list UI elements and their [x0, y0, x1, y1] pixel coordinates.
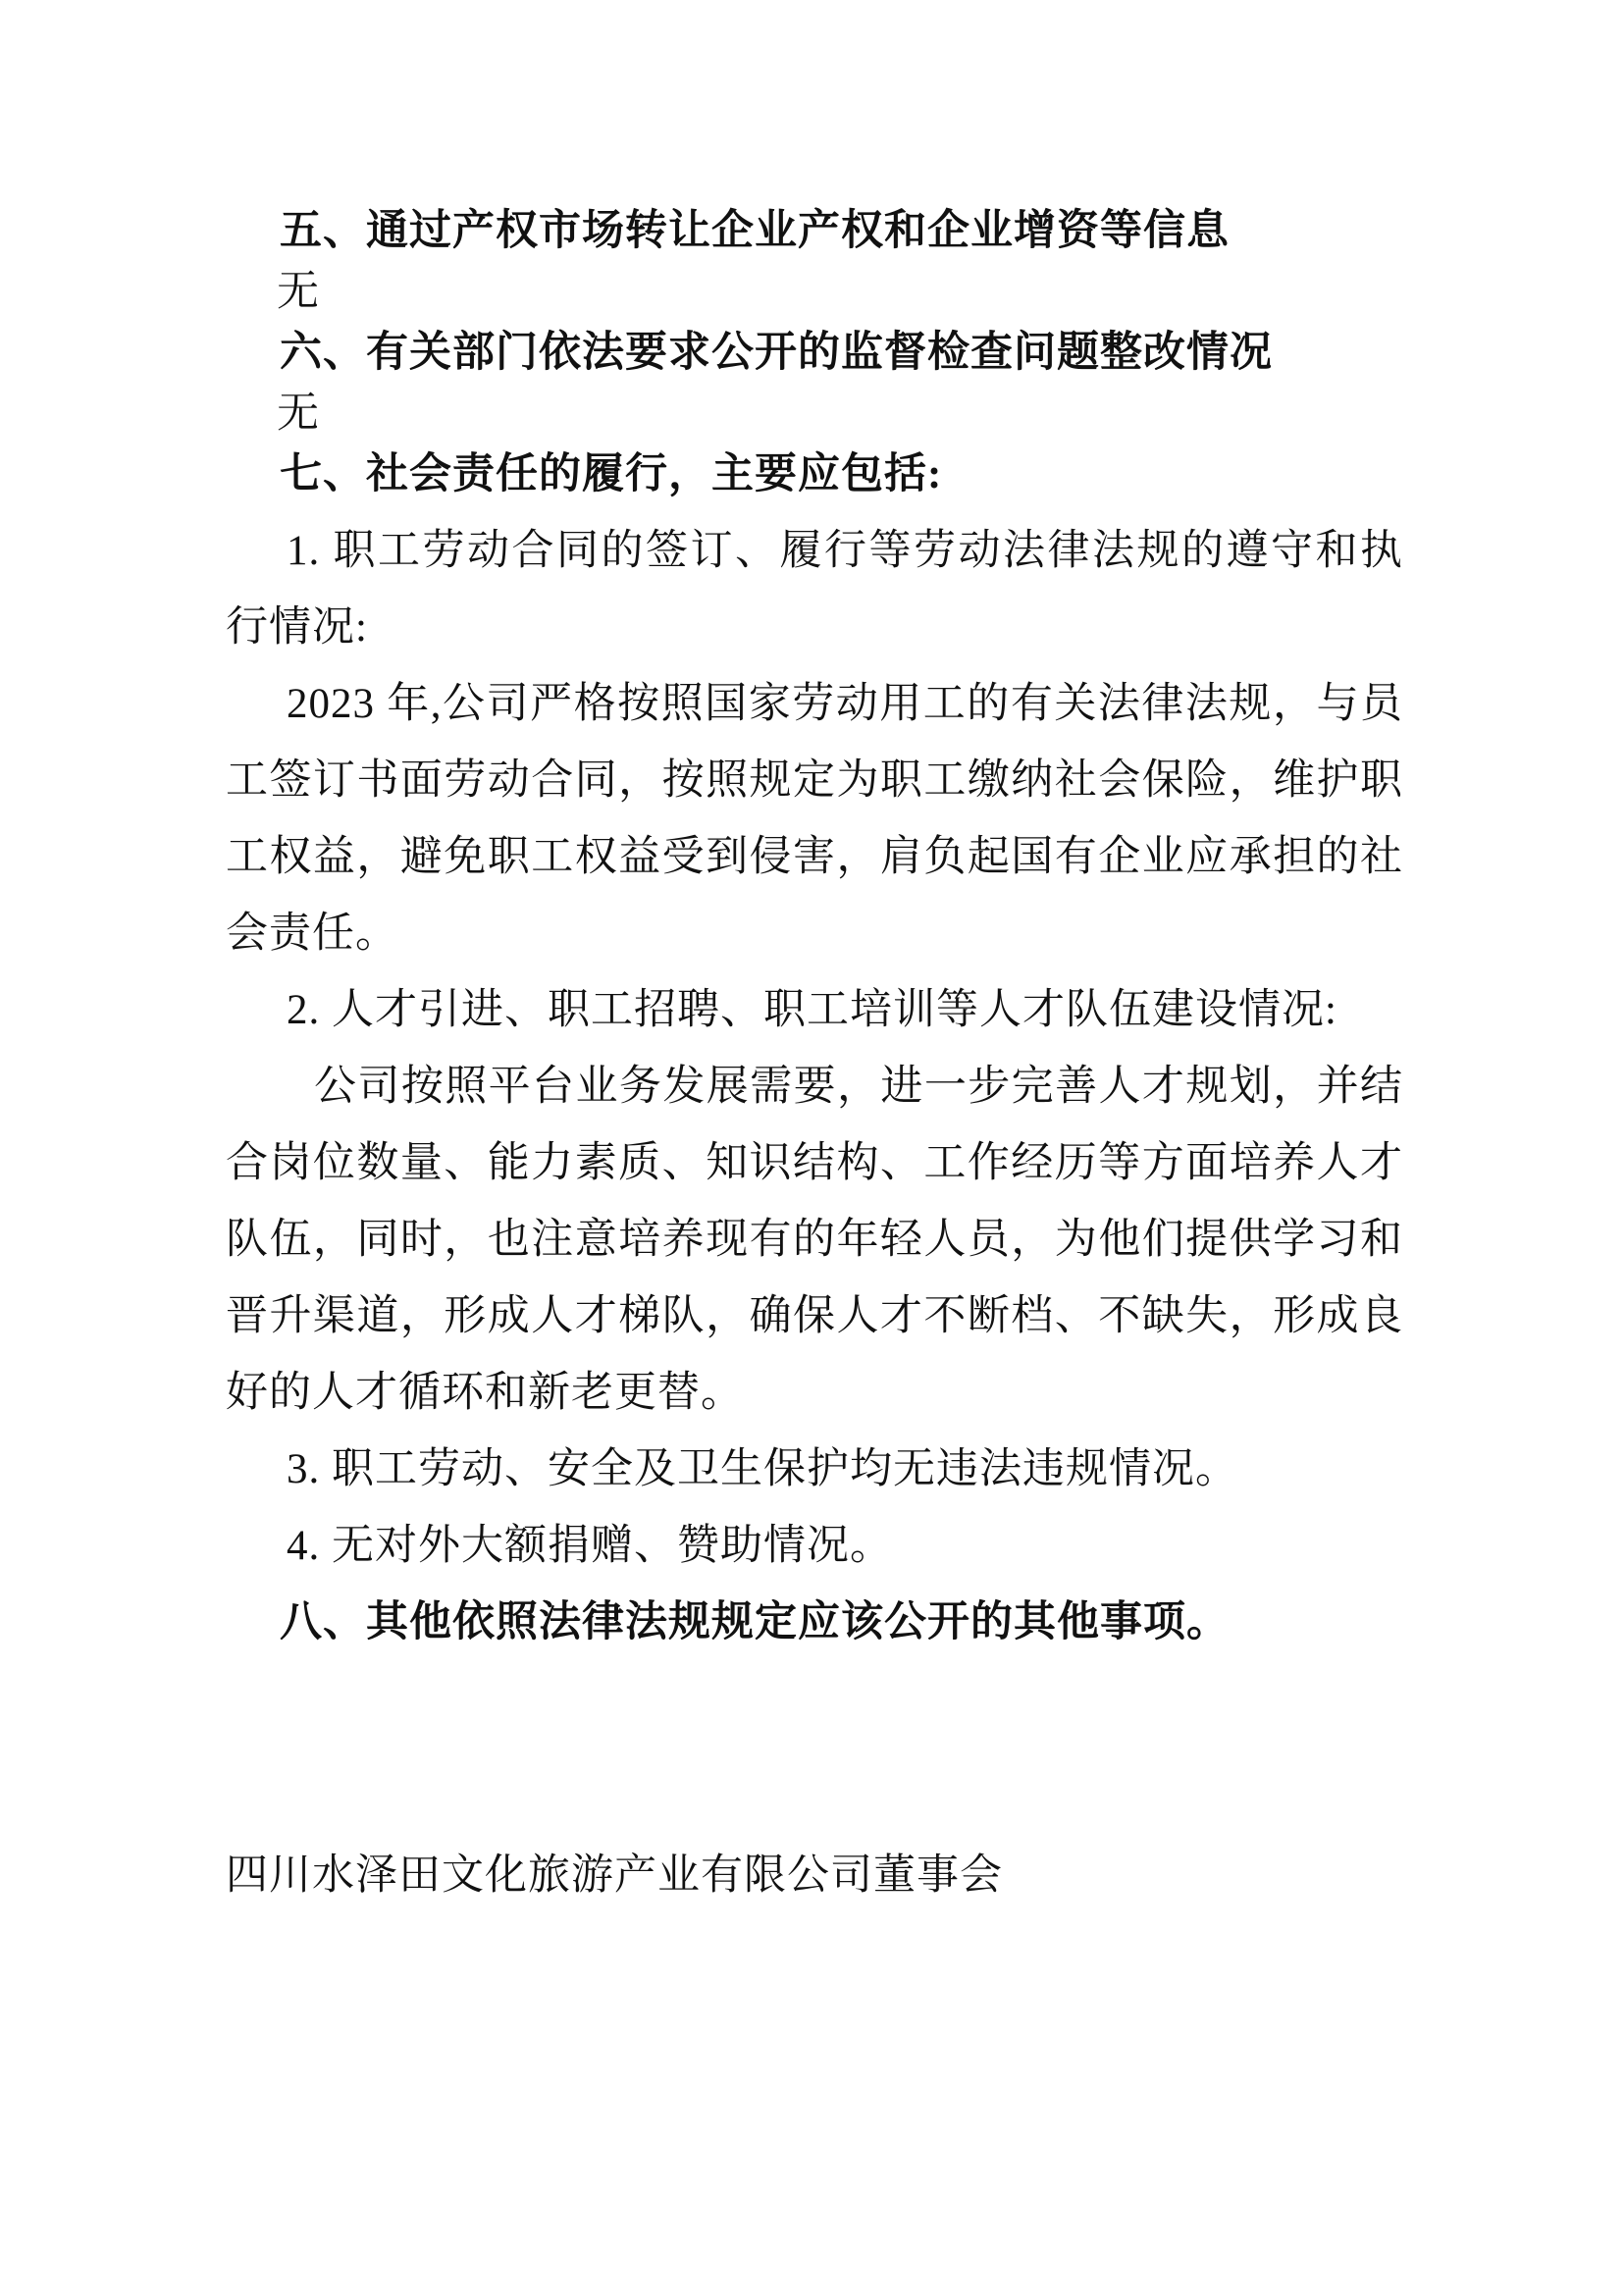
- section-6-none-value: 无: [277, 391, 320, 437]
- item-1-labor-contracts: 1. 职工劳动合同的签订、履行等劳动法律法规的遵守和执行情况:: [226, 528, 1403, 651]
- paragraph-talent-planning: 公司按照平台业务发展需要，进一步完善人才规划，并结合岗位数量、能力素质、知识结构、工作经历等方面培养人才队伍，同时，也注意培养现有的年轻人员，为他们提供学习和晋升渠道，形成人才梯队，确保人才不断档、不缺失，形成良好的人才循环和新老更替。: [226, 1064, 1403, 1416]
- section-heading-6: 六、有关部门依法要求公开的监督检查问题整改情况: [280, 330, 1273, 376]
- section-5-none-value: 无: [277, 269, 320, 315]
- paragraph-2023-labor-compliance: 2023 年,公司严格按照国家劳动用工的有关法律法规，与员工签订书面劳动合同，按照规定为职工缴纳社会保险，维护职工权益，避免职工权益受到侵害，肩负起国有企业应承担的社会责任。: [226, 681, 1403, 957]
- section-heading-8: 八、其他依照法律法规规定应该公开的其他事项。: [280, 1599, 1230, 1645]
- item-3-labor-safety: 3. 职工劳动、安全及卫生保护均无违法违规情况。: [287, 1446, 1238, 1492]
- section-heading-7: 七、社会责任的履行，主要应包括:: [280, 451, 943, 497]
- document-content: [226, 201, 1403, 1914]
- board-signature: 四川水泽田文化旅游产业有限公司董事会: [226, 1852, 1003, 1899]
- item-2-talent-team: 2. 人才引进、职工招聘、职工培训等人才队伍建设情况:: [287, 987, 1337, 1033]
- section-heading-5: 五、通过产权市场转让企业产权和企业增资等信息: [280, 208, 1230, 254]
- item-4-donations: 4. 无对外大额捐赠、赞助情况。: [287, 1523, 893, 1569]
